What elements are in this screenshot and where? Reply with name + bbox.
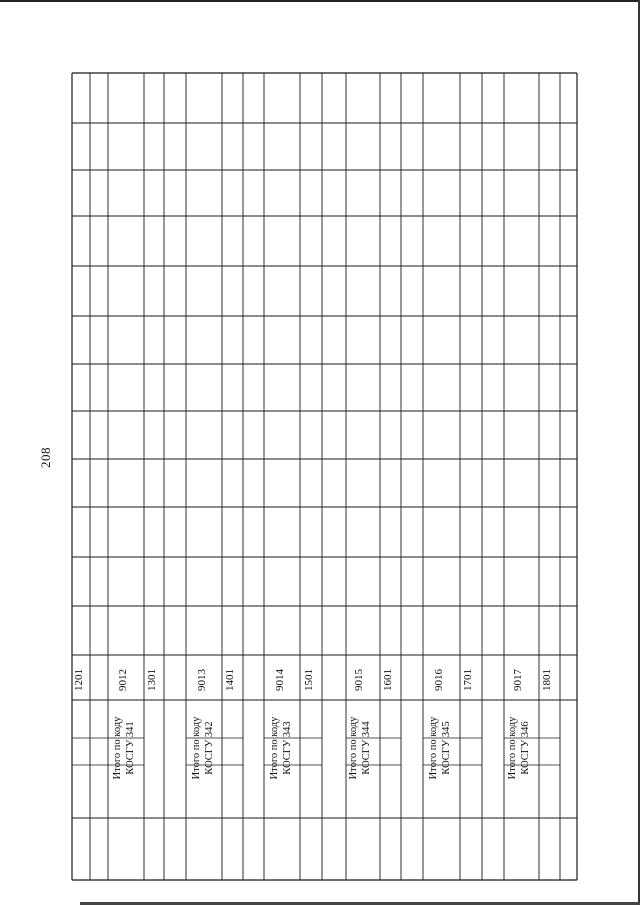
total-code-3: 9014 [274,669,286,691]
section-code-7: 1801 [541,669,553,691]
total-label-line2-6: КОСГУ 346 [520,721,531,775]
page-number: 208 [38,447,53,468]
total-code-1: 9012 [117,669,129,691]
total-code-6: 9017 [512,669,524,691]
total-label-line2-1: КОСГУ 341 [125,721,136,775]
total-label-line2-5: КОСГУ 345 [441,721,452,775]
section-code-5: 1601 [382,669,394,691]
total-label-line1-5: Итого по коду [428,716,439,780]
total-label-line1-2: Итого по коду [191,716,202,780]
section-code-2: 1301 [146,669,158,691]
section-code-4: 1501 [303,669,315,691]
section-code-1: 1201 [73,669,85,691]
total-label-line1-1: Итого по коду [112,716,123,780]
total-label-line1-3: Итого по коду [269,716,280,780]
total-label-line2-3: КОСГУ 343 [282,721,293,775]
total-label-line1-4: Итого по коду [348,716,359,780]
total-label-line1-6: Итого по коду [507,716,518,780]
section-code-3: 1401 [224,669,236,691]
total-code-5: 9016 [433,669,445,691]
total-code-4: 9015 [353,669,365,691]
total-code-2: 9013 [196,669,208,691]
section-code-6: 1701 [462,669,474,691]
total-label-line2-4: КОСГУ 344 [361,721,372,775]
total-label-line2-2: КОСГУ 342 [204,721,215,775]
